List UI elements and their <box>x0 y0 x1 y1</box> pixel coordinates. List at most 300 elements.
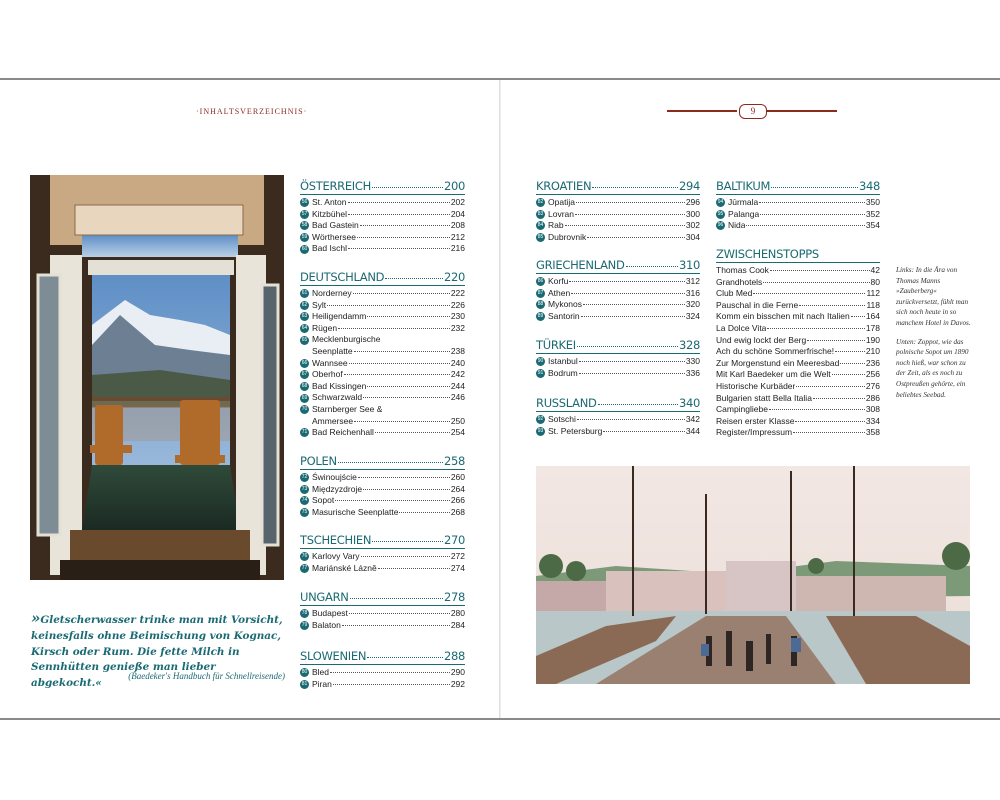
entry-title: Balaton <box>312 619 341 630</box>
entry-number-badge: 79 <box>301 621 308 628</box>
toc-entry[interactable] <box>300 507 465 519</box>
toc-section-heading[interactable] <box>536 338 700 352</box>
entry-number-badge: 80 <box>301 669 308 676</box>
leader-dots <box>603 431 684 432</box>
toc-section-kroatien <box>536 179 700 243</box>
toc-entry[interactable] <box>300 311 465 323</box>
toc-entry[interactable] <box>300 209 465 221</box>
toc-entry[interactable] <box>716 300 880 312</box>
section-page: 200 <box>443 179 465 193</box>
section-rule <box>536 411 700 412</box>
toc-section-heading[interactable] <box>300 533 465 547</box>
section-rule <box>300 605 465 606</box>
toc-section-heading[interactable] <box>716 179 880 193</box>
leader-dots <box>587 237 685 238</box>
quote-source: (Baedeker's Handbuch für Schnellreisende) <box>128 671 285 681</box>
entry-title: Heiligendamm <box>312 311 367 322</box>
toc-entry[interactable] <box>300 232 465 244</box>
leader-dots <box>796 386 864 387</box>
entry-title: Mit Karl Baedeker um die Welt <box>716 369 831 380</box>
entry-number-badge: 85 <box>537 234 544 241</box>
entry-number-badge: 91 <box>537 369 544 376</box>
toc-entry[interactable] <box>716 335 880 347</box>
toc-section-heading[interactable] <box>536 396 700 410</box>
entry-page: 254 <box>450 427 465 438</box>
leader-dots <box>577 419 685 420</box>
entry-page: 222 <box>450 288 465 298</box>
toc-entry[interactable] <box>300 608 465 620</box>
leader-dots <box>769 409 865 410</box>
toc-entry[interactable] <box>536 426 700 438</box>
entry-number-badge: 66 <box>301 359 308 366</box>
entry-number-badge: 73 <box>301 485 308 492</box>
entry-number-badge: 65 <box>301 336 308 343</box>
leader-dots <box>367 316 449 317</box>
toc-entry[interactable] <box>716 369 880 381</box>
quote-mark-icon: » <box>31 609 41 627</box>
caption-links: Links: In die Ära von Thomas Manns »Zauberberg« zurückversetzt, fühlt man sich noch heute in so manchem Hotel in Davos. <box>896 266 971 327</box>
toc-section-heading[interactable] <box>300 179 465 193</box>
entry-page: 242 <box>450 369 465 380</box>
toc-entry[interactable] <box>300 220 465 232</box>
entry-page: 256 <box>865 369 880 380</box>
leader-dots <box>793 432 865 433</box>
section-page: 328 <box>678 338 700 352</box>
entry-page: 272 <box>450 551 465 561</box>
leader-dots <box>349 613 450 614</box>
entry-title: Oberhof <box>312 369 343 380</box>
toc-entry[interactable] <box>716 311 880 323</box>
entry-title: Dubrovnik <box>548 231 587 242</box>
leader-dots <box>579 373 685 374</box>
entry-page: 210 <box>865 346 880 357</box>
toc-section-heading[interactable] <box>536 258 700 272</box>
leader-dots <box>399 512 449 513</box>
leader-dots <box>592 187 678 188</box>
entry-page: 202 <box>450 197 465 207</box>
entry-number-badge: 92 <box>537 416 544 423</box>
toc-entry[interactable] <box>300 243 465 255</box>
toc-entry[interactable] <box>716 277 880 289</box>
entry-page: 350 <box>865 197 880 207</box>
section-rule <box>536 273 700 274</box>
entry-title: Komm ein bisschen mit nach Italien <box>716 311 850 322</box>
entry-page: 190 <box>865 334 880 345</box>
leader-dots <box>333 684 450 685</box>
entry-number-badge: 59 <box>301 234 308 241</box>
entry-title: Santorin <box>548 310 580 321</box>
entry-number-badge: 78 <box>301 610 308 617</box>
entry-title: Bad Gastein <box>312 220 359 231</box>
entry-number-badge: 94 <box>717 199 724 206</box>
entry-page: 118 <box>866 299 880 310</box>
leader-dots <box>577 346 678 347</box>
toc-section-heading[interactable] <box>300 649 465 663</box>
section-title: KROATIEN <box>536 179 592 193</box>
toc-entry[interactable] <box>536 220 700 232</box>
toc-entry[interactable] <box>536 232 700 244</box>
entry-title: Club Med <box>716 288 753 299</box>
entry-title: Mecklenburgische <box>312 334 381 345</box>
toc-section-russland <box>536 396 700 437</box>
toc-entry[interactable] <box>300 323 465 335</box>
entry-number-badge: 86 <box>537 278 544 285</box>
toc-entry[interactable] <box>716 416 880 428</box>
section-title: TÜRKEI <box>536 338 576 352</box>
toc-entry[interactable] <box>716 346 880 358</box>
entry-number-badge: 81 <box>301 680 308 687</box>
section-page: 288 <box>443 649 465 663</box>
toc-section-oesterreich <box>300 179 465 255</box>
entry-number-badge: 96 <box>717 222 724 229</box>
entry-page: 164 <box>865 311 880 322</box>
entry-title: Istanbul <box>548 356 578 366</box>
entry-page: 226 <box>450 299 465 310</box>
entry-page: 212 <box>450 231 465 242</box>
toc-entry[interactable] <box>716 209 880 221</box>
section-page: 310 <box>678 258 700 272</box>
section-title: SLOWENIEN <box>300 649 367 663</box>
toc-entry[interactable] <box>300 679 465 691</box>
section-title: DEUTSCHLAND <box>300 270 385 284</box>
section-title: UNGARN <box>300 590 349 604</box>
leader-dots <box>348 214 450 215</box>
toc-entry[interactable] <box>300 392 465 404</box>
toc-entry[interactable] <box>300 404 465 416</box>
leader-dots <box>354 351 450 352</box>
entry-number-badge: 72 <box>301 474 308 481</box>
toc-section-tuerkei <box>536 338 700 379</box>
entry-number-badge: 88 <box>537 301 544 308</box>
quote-text: Gletscherwasser trinke man mit Vorsicht, keinesfalls ohne Beimischung von Kognac, Kirsch oder Rum. Die fette Milch in Sennhütten genieße man lieber abgekocht.« <box>31 614 283 690</box>
section-rule <box>300 469 465 470</box>
entry-page: 284 <box>450 619 465 630</box>
toc-section-heading[interactable] <box>300 270 465 284</box>
toc-entry[interactable] <box>536 368 700 380</box>
entry-page: 336 <box>685 367 700 378</box>
leader-dots <box>626 266 678 267</box>
entry-number-badge: 87 <box>537 289 544 296</box>
entry-page: 316 <box>685 287 700 298</box>
entry-page: 236 <box>865 357 880 368</box>
section-rule <box>300 664 465 665</box>
entry-number-badge: 56 <box>301 199 308 206</box>
entry-page: 80 <box>870 276 880 287</box>
leader-dots <box>338 462 443 463</box>
section-page: 270 <box>443 533 465 547</box>
entry-number-badge: 61 <box>301 290 308 297</box>
entry-page: 358 <box>865 427 880 438</box>
section-page: 220 <box>443 270 465 284</box>
entry-number-badge: 67 <box>301 371 308 378</box>
entry-title: Bad Ischl <box>312 243 347 254</box>
entry-page: 320 <box>685 299 700 310</box>
leader-dots <box>363 397 450 398</box>
entry-number-badge: 62 <box>301 301 308 308</box>
toc-entry[interactable] <box>300 667 465 679</box>
entry-title: St. Anton <box>312 197 347 207</box>
leader-dots <box>807 340 865 341</box>
entry-page: 344 <box>685 425 700 436</box>
entry-page: 290 <box>450 667 465 677</box>
entry-title: Zur Morgenstund ein Meeresbad <box>716 357 840 368</box>
entry-number-badge: 77 <box>301 564 308 571</box>
toc-entry[interactable] <box>300 334 465 346</box>
entry-page: 244 <box>450 380 465 391</box>
toc-section-heading[interactable] <box>300 590 465 604</box>
entry-title: Norderney <box>312 288 352 298</box>
toc-entry[interactable] <box>300 288 465 300</box>
entry-number-badge: 93 <box>537 427 544 434</box>
leader-dots <box>348 202 450 203</box>
toc-section-heading[interactable] <box>716 247 880 261</box>
entry-page: 342 <box>685 414 700 424</box>
leader-dots <box>372 187 443 188</box>
leader-dots <box>367 386 449 387</box>
leader-dots <box>358 477 450 478</box>
entry-title: Athen <box>548 287 571 298</box>
entry-number-badge: 89 <box>537 313 544 320</box>
entry-title: Sopot <box>312 495 335 506</box>
leader-dots <box>832 374 865 375</box>
section-title: BALTIKUM <box>716 179 771 193</box>
entry-title: Lovran <box>548 208 574 219</box>
entry-number-badge: 60 <box>301 245 308 252</box>
entry-number-badge: 64 <box>301 325 308 332</box>
leader-dots <box>799 305 865 306</box>
entry-page: 296 <box>685 197 700 207</box>
toc-entry[interactable] <box>300 369 465 381</box>
entry-number-badge: 84 <box>537 222 544 229</box>
entry-title: Grandhotels <box>716 276 763 287</box>
section-rule <box>300 194 465 195</box>
entry-number-badge: 82 <box>537 199 544 206</box>
leader-dots <box>598 404 678 405</box>
entry-page: 250 <box>450 415 465 426</box>
entry-title: Mariánské Lázně <box>312 562 377 573</box>
leader-dots <box>835 351 865 352</box>
book-gutter <box>499 80 501 718</box>
toc-entry[interactable] <box>300 495 465 507</box>
toc-entry[interactable] <box>300 484 465 496</box>
toc-entry[interactable] <box>536 276 700 288</box>
entry-number-badge: 74 <box>301 497 308 504</box>
entry-number-badge: 63 <box>301 313 308 320</box>
sopot-pier-photo <box>536 466 970 684</box>
leader-dots <box>770 270 870 271</box>
toc-entry[interactable] <box>536 311 700 323</box>
entry-title: Wörthersee <box>312 231 356 242</box>
entry-number-badge: 57 <box>301 210 308 217</box>
entry-title: Bad Kissingen <box>312 380 367 391</box>
leader-dots <box>385 278 443 279</box>
ornament-line-right <box>767 110 837 112</box>
entry-title: Kitzbühel <box>312 208 347 219</box>
toc-entry[interactable] <box>536 356 700 368</box>
entry-page: 312 <box>685 276 700 286</box>
entry-title: Mykonos <box>548 299 583 310</box>
entry-page: 260 <box>450 472 465 482</box>
section-title: RUSSLAND <box>536 396 597 410</box>
leader-dots <box>583 304 685 305</box>
toc-entry[interactable] <box>300 358 465 370</box>
leader-dots <box>372 541 443 542</box>
leader-dots <box>375 432 450 433</box>
entry-title: Pauschal in die Ferne <box>716 299 799 310</box>
toc-entry[interactable] <box>716 393 880 405</box>
entry-title: Jūrmala <box>728 197 759 207</box>
entry-page: 334 <box>865 415 880 426</box>
leader-dots <box>763 282 869 283</box>
leader-dots <box>565 225 685 226</box>
page-number: 9 <box>739 104 767 119</box>
entry-title: Budapest <box>312 608 348 618</box>
entry-title: Bled <box>312 667 330 677</box>
toc-entry[interactable] <box>716 427 880 439</box>
toc-entry[interactable] <box>300 416 465 428</box>
entry-page: 300 <box>685 208 700 219</box>
toc-entry[interactable] <box>300 551 465 563</box>
entry-title: Sotschi <box>548 414 576 424</box>
entry-title: Świnoujście <box>312 472 357 482</box>
leader-dots <box>354 421 450 422</box>
entry-page: 238 <box>450 345 465 356</box>
entry-page: 240 <box>450 357 465 368</box>
toc-section-heading[interactable] <box>536 179 700 193</box>
entry-title: Bad Reichenhall <box>312 427 374 438</box>
section-title: ÖSTERREICH <box>300 179 371 193</box>
caption-unten: Unten: Zoppot, wie das polnische Sopot um 1890 noch hieß, war schon zu der Zeit, als es noch zu Ostpreußen gehörte, ein beliebtes Seebad. <box>896 337 969 399</box>
leader-dots <box>335 500 450 501</box>
leader-dots <box>579 361 685 362</box>
toc-entry[interactable] <box>536 288 700 300</box>
entry-page: 42 <box>870 265 880 275</box>
leader-dots <box>767 328 864 329</box>
leader-dots <box>575 214 685 215</box>
section-page: 294 <box>678 179 700 193</box>
leader-dots <box>576 202 685 203</box>
toc-section-polen <box>300 454 465 518</box>
entry-title: Starnberger See & <box>312 403 383 414</box>
toc-entry[interactable] <box>536 414 700 426</box>
leader-dots <box>357 237 450 238</box>
leader-dots <box>840 363 864 364</box>
entry-number-badge: 95 <box>717 210 724 217</box>
toc-entry[interactable] <box>300 346 465 358</box>
toc-entry[interactable] <box>716 288 880 300</box>
entry-title: Campingliebe <box>716 404 768 415</box>
entry-title: Bulgarien statt Bella Italia <box>716 392 812 403</box>
leader-dots <box>327 305 450 306</box>
entry-title: Rab <box>548 220 564 231</box>
leader-dots <box>753 293 865 294</box>
toc-entry[interactable] <box>536 209 700 221</box>
entry-number-badge: 68 <box>301 383 308 390</box>
leader-dots <box>569 281 684 282</box>
entry-title: Wannsee <box>312 357 348 368</box>
leader-dots <box>350 598 443 599</box>
toc-section-slowenien <box>300 649 465 690</box>
toc-entry[interactable] <box>300 381 465 393</box>
entry-number-badge: 76 <box>301 553 308 560</box>
leader-dots <box>330 672 450 673</box>
toc-entry[interactable] <box>716 381 880 393</box>
toc-section-deutschland <box>300 270 465 439</box>
leader-dots <box>760 214 865 215</box>
toc-section-griechenland <box>536 258 700 322</box>
leader-dots <box>581 316 685 317</box>
leader-dots <box>771 187 858 188</box>
photo-captions <box>896 265 976 408</box>
toc-entry[interactable] <box>536 197 700 209</box>
entry-number-badge: 70 <box>301 406 308 413</box>
toc-entry[interactable] <box>716 197 880 209</box>
entry-page: 232 <box>450 322 465 333</box>
toc-entry[interactable] <box>716 358 880 370</box>
entry-title: Schwarzwald <box>312 392 363 403</box>
entry-page: 266 <box>450 495 465 506</box>
entry-title: Bodrum <box>548 367 578 378</box>
toc-entry[interactable] <box>300 472 465 484</box>
leader-dots <box>759 202 865 203</box>
entry-page: 246 <box>450 392 465 403</box>
toc-section-zwischenstopps <box>716 247 880 439</box>
leader-dots <box>360 225 450 226</box>
section-page: 258 <box>443 454 465 468</box>
leader-dots <box>746 225 864 226</box>
entry-title: Korfu <box>548 276 569 286</box>
entry-page: 216 <box>450 243 465 254</box>
leader-dots <box>571 293 685 294</box>
section-rule <box>300 548 465 549</box>
entry-title: Piran <box>312 678 332 689</box>
toc-entry[interactable] <box>300 197 465 209</box>
section-rule <box>716 262 880 263</box>
toc-entry[interactable] <box>716 404 880 416</box>
entry-title: Register/Impressum <box>716 427 793 438</box>
leader-dots <box>851 316 865 317</box>
entry-title: Historische Kurbäder <box>716 380 796 391</box>
toc-entry[interactable] <box>716 265 880 277</box>
toc-entry[interactable] <box>300 620 465 632</box>
toc-entry[interactable] <box>716 323 880 335</box>
page-number-ornament <box>667 104 837 118</box>
leader-dots <box>813 398 865 399</box>
entry-page: 230 <box>450 311 465 322</box>
leader-dots <box>378 568 450 569</box>
toc-entry[interactable] <box>300 427 465 439</box>
toc-entry[interactable] <box>536 299 700 311</box>
section-title: POLEN <box>300 454 337 468</box>
entry-title: Reisen erster Klasse <box>716 415 795 426</box>
section-rule <box>536 194 700 195</box>
toc-section-ungarn <box>300 590 465 631</box>
entry-page: 268 <box>450 506 465 517</box>
toc-entry[interactable] <box>300 300 465 312</box>
section-title: ZWISCHENSTOPPS <box>716 247 819 261</box>
toc-entry[interactable] <box>300 563 465 575</box>
entry-page: 292 <box>450 678 465 689</box>
book-spread <box>0 78 1000 720</box>
entry-number-badge: 58 <box>301 222 308 229</box>
leader-dots <box>367 657 443 658</box>
toc-section-tschechien <box>300 533 465 574</box>
toc-entry[interactable] <box>716 220 880 232</box>
entry-title: Seenplatte <box>312 345 353 356</box>
entry-page: 308 <box>865 404 880 415</box>
entry-page: 330 <box>685 356 700 366</box>
toc-section-heading[interactable] <box>300 454 465 468</box>
